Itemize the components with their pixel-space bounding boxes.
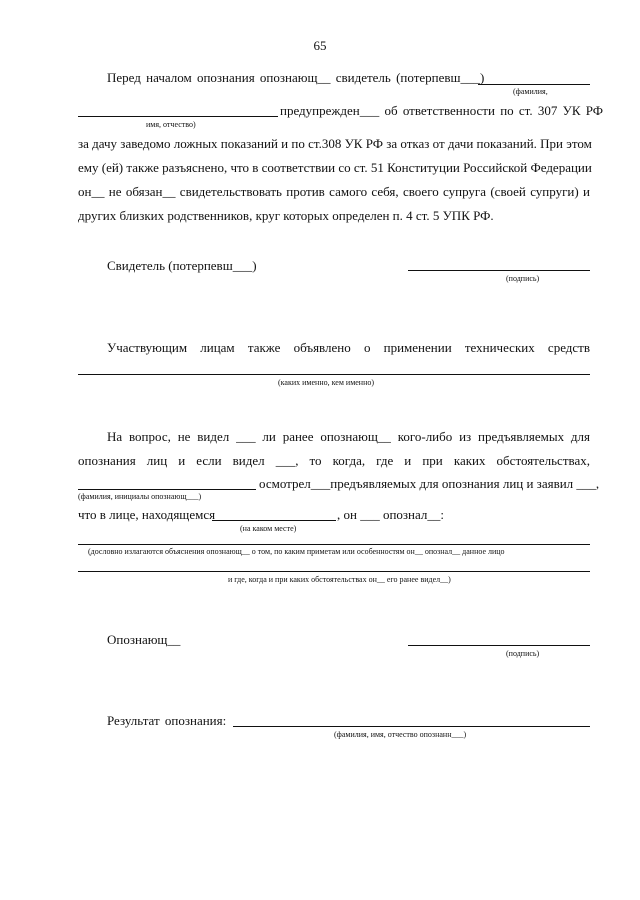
result-label: Результат опознания: [107, 713, 227, 728]
intro-line-3: за дачу заведомо ложных показаний и по ст.308 УК РФ за отказ от дачи показаний. При этом [78, 136, 592, 151]
technical-means-caption: (каких именно, кем именно) [278, 378, 375, 387]
identifier-signature-line [408, 645, 590, 646]
identifier-initials-underline [78, 489, 256, 490]
technical-means-line: Участвующим лицам также объявлено о применении технических средств [107, 340, 590, 355]
witness-signature-line [408, 270, 590, 271]
surname-underline [478, 84, 590, 85]
intro-line-2: предупрежден___ об ответственности по ст. 307 УК РФ [280, 103, 604, 118]
caption-surname: (фамилия, [513, 87, 548, 96]
page-number: 65 [313, 38, 327, 53]
identifier-label: Опознающ__ [107, 632, 181, 647]
result-underline [233, 726, 590, 727]
intro-line-1: Перед началом опознания опознающ__ свидетель (потерпевш___) [107, 70, 485, 85]
question-line-3: осмотрел___предъявляемых для опознания лиц и заявил ___, [259, 476, 600, 491]
question-line-2: опознания лиц и если видел ___, то когда, где и при каких обстоятельствах, [78, 453, 590, 468]
question-line-1: На вопрос, не видел ___ ли ранее опознающ__ кого-либо из предъявляемых для [107, 429, 590, 444]
intro-line-4: ему (ей) также разъяснено, что в соответствии со ст. 51 Конституции Российской Федерации [78, 160, 592, 175]
intro-line-6: других близких родственников, круг которых определен п. 4 ст. 5 УПК РФ. [78, 208, 494, 223]
caption-identifier-initials: (фамилия, инициалы опознающ___) [78, 492, 202, 501]
caption-where-when: и где, когда и при каких обстоятельствах он__ его ранее видел__) [228, 575, 451, 584]
technical-means-underline [78, 374, 590, 375]
witness-label: Свидетель (потерпевш___) [107, 258, 257, 273]
caption-name-patronymic: имя, отчество) [146, 120, 196, 129]
intro-line-5: он__ не обязан__ свидетельствовать против самого себя, своего супруга (своей супруги) и [78, 184, 590, 199]
result-caption: (фамилия, имя, отчество опознанн___) [334, 730, 467, 739]
verbatim-underline [78, 544, 590, 545]
question-line-4b: , он ___ опознал__: [337, 507, 444, 522]
where-underline [78, 571, 590, 572]
caption-place: (на каком месте) [240, 524, 297, 533]
question-line-4a: что в лице, находящемся [78, 507, 216, 522]
caption-verbatim: (дословно излагаются объяснения опознающ__ о том, по каким приметам или особенностям он__ опознал__ данное лицо [88, 547, 505, 556]
witness-signature-caption: (подпись) [506, 274, 540, 283]
place-underline [212, 520, 336, 521]
name-underline [78, 116, 278, 117]
identifier-signature-caption: (подпись) [506, 649, 540, 658]
